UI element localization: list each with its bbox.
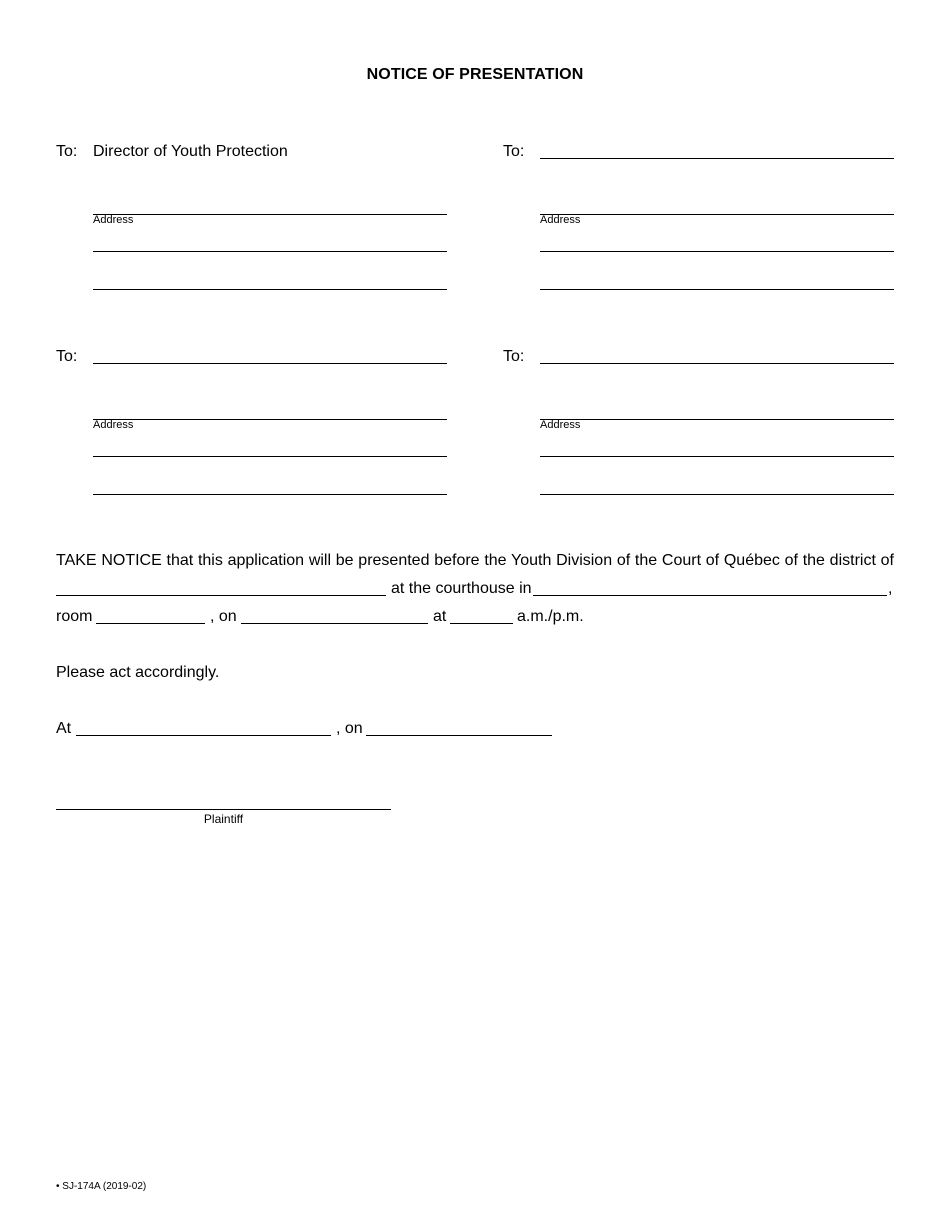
page-title: NOTICE OF PRESENTATION xyxy=(366,66,584,83)
address-line-3[interactable] xyxy=(93,289,447,290)
on-date-text: , on xyxy=(336,720,363,737)
address-line-3[interactable] xyxy=(93,494,447,495)
address-line-2[interactable] xyxy=(540,251,894,252)
district-field[interactable] xyxy=(56,595,386,596)
recipient-name-line[interactable] xyxy=(540,158,894,159)
address-label: Address xyxy=(93,419,134,431)
recipient-name-line[interactable] xyxy=(93,363,447,364)
place-field[interactable] xyxy=(76,735,331,736)
address-label: Address xyxy=(540,419,581,431)
ampm-text: a.m./p.m. xyxy=(517,608,584,625)
plaintiff-label: Plaintiff xyxy=(203,812,244,826)
room-field[interactable] xyxy=(96,623,205,624)
signing-date-field[interactable] xyxy=(366,735,552,736)
recipient-name: Director of Youth Protection xyxy=(93,143,288,160)
address-line-1[interactable] xyxy=(93,419,447,420)
time-field[interactable] xyxy=(450,623,513,624)
at-text: at xyxy=(433,608,447,625)
address-line-2[interactable] xyxy=(93,251,447,252)
to-label: To: xyxy=(503,348,525,365)
comma-text: , xyxy=(888,580,893,597)
address-line-3[interactable] xyxy=(540,289,894,290)
notice-text-line1: TAKE NOTICE that this application will be presented before the Youth Division of the Court of Québec of the district of xyxy=(56,552,894,569)
address-line-2[interactable] xyxy=(540,456,894,457)
address-line-3[interactable] xyxy=(540,494,894,495)
to-label: To: xyxy=(503,143,525,160)
address-line-1[interactable] xyxy=(93,214,447,215)
address-line-1[interactable] xyxy=(540,214,894,215)
to-label: To: xyxy=(56,348,78,365)
date-field[interactable] xyxy=(241,623,428,624)
form-code: • SJ-174A (2019-02) xyxy=(56,1181,147,1192)
courthouse-field[interactable] xyxy=(533,595,887,596)
at-place-text: At xyxy=(56,720,72,737)
on-text: , on xyxy=(210,608,237,625)
signature-line[interactable] xyxy=(56,809,391,810)
recipient-name-line[interactable] xyxy=(540,363,894,364)
address-line-1[interactable] xyxy=(540,419,894,420)
address-label: Address xyxy=(93,214,134,226)
address-label: Address xyxy=(540,214,581,226)
to-label: To: xyxy=(56,143,78,160)
please-act-text: Please act accordingly. xyxy=(56,664,220,681)
room-text: room xyxy=(56,608,93,625)
address-line-2[interactable] xyxy=(93,456,447,457)
courthouse-text: at the courthouse in xyxy=(391,580,532,597)
